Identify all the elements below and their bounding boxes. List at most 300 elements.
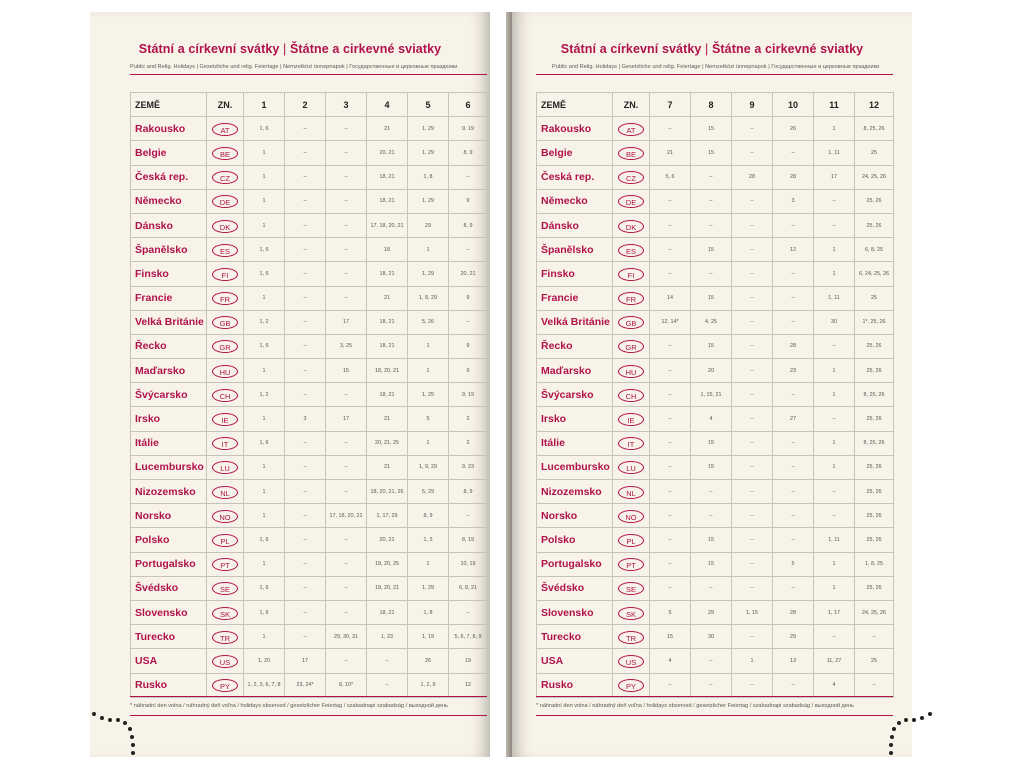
country-code-cell — [207, 286, 244, 310]
country-code-cell — [207, 334, 244, 358]
country-name: Německo — [131, 189, 207, 213]
bottom-rule — [536, 696, 893, 697]
country-code-cell — [207, 649, 244, 673]
holiday-dates-cell: 18, 21 — [367, 310, 408, 334]
holiday-dates-cell: 18, 20, 21 — [367, 576, 408, 600]
holiday-dates-cell: 2 — [449, 431, 488, 455]
table-row — [131, 625, 488, 649]
header-month: 2 — [285, 93, 326, 117]
holiday-dates-cell: 1, 29 — [408, 189, 449, 213]
title-sk: Štátne a cirkevné sviatky — [711, 42, 864, 56]
country-code-badge: DK — [618, 220, 644, 233]
holiday-dates-cell: – — [691, 649, 732, 673]
country-code-cell — [613, 238, 650, 262]
country-name: Slovensko — [537, 600, 613, 624]
table-row — [537, 407, 894, 431]
holiday-table-left — [130, 92, 488, 698]
country-name: Česká rep. — [537, 165, 613, 189]
holiday-dates-cell: – — [650, 455, 691, 479]
holiday-dates-cell: 8, 25, 26 — [855, 431, 894, 455]
holiday-dates-cell: 1 — [814, 431, 855, 455]
country-code-badge: PY — [212, 679, 238, 692]
holiday-dates-cell: 1, 2, 3, 6, 7, 8 — [244, 673, 285, 697]
holiday-dates-cell: – — [285, 552, 326, 576]
bottom-rule — [130, 696, 487, 697]
table-row — [537, 359, 894, 383]
holiday-dates-cell: 1 — [814, 576, 855, 600]
country-name: Španělsko — [537, 238, 613, 262]
table-row — [537, 238, 894, 262]
holiday-dates-cell: – — [285, 286, 326, 310]
country-code-cell — [613, 431, 650, 455]
holiday-dates-cell: 13 — [773, 649, 814, 673]
header-month: 6 — [449, 93, 488, 117]
country-name: Slovensko — [131, 600, 207, 624]
country-code-cell — [207, 625, 244, 649]
holiday-dates-cell: 25, 26 — [855, 455, 894, 479]
holiday-dates-cell: 8, 19 — [449, 528, 488, 552]
holiday-dates-cell: – — [732, 455, 773, 479]
country-code-badge: HU — [212, 365, 238, 378]
country-name: Řecko — [537, 334, 613, 358]
holiday-dates-cell: 15 — [691, 552, 732, 576]
holiday-dates-cell: – — [650, 407, 691, 431]
holiday-dates-cell: – — [449, 165, 488, 189]
holiday-dates-cell: – — [285, 600, 326, 624]
holiday-dates-cell: – — [285, 455, 326, 479]
header-code: ZN. — [207, 93, 244, 117]
holiday-dates-cell: 1 — [814, 455, 855, 479]
country-name: Rakousko — [131, 117, 207, 141]
decorative-dot — [128, 727, 132, 731]
country-code-cell — [207, 262, 244, 286]
holiday-dates-cell: – — [732, 528, 773, 552]
holiday-dates-cell: – — [732, 673, 773, 697]
holiday-dates-cell: – — [773, 455, 814, 479]
country-code-cell — [613, 359, 650, 383]
country-code-cell — [613, 504, 650, 528]
country-code-badge: LU — [618, 461, 644, 474]
country-code-badge: PL — [618, 534, 644, 547]
holiday-dates-cell: – — [285, 117, 326, 141]
holiday-dates-cell: – — [773, 576, 814, 600]
holiday-dates-cell: 1, 8 — [408, 165, 449, 189]
holiday-dates-cell: 1, 2, 9 — [408, 673, 449, 697]
country-code-badge: SK — [618, 607, 644, 620]
holiday-dates-cell: – — [650, 383, 691, 407]
country-code-badge: HU — [618, 365, 644, 378]
country-name: Belgie — [537, 141, 613, 165]
holiday-dates-cell: – — [814, 213, 855, 237]
country-code-badge: GB — [618, 316, 644, 329]
holiday-dates-cell: 1 — [244, 625, 285, 649]
holiday-dates-cell: 4, 25 — [691, 310, 732, 334]
country-code-cell — [613, 649, 650, 673]
holiday-dates-cell: – — [650, 431, 691, 455]
table-row — [131, 552, 488, 576]
country-code-cell — [207, 552, 244, 576]
country-code-cell — [207, 165, 244, 189]
header-month: 4 — [367, 93, 408, 117]
country-code-badge: FR — [212, 292, 238, 305]
holiday-dates-cell: 5, 29 — [408, 480, 449, 504]
holiday-dates-cell: – — [285, 504, 326, 528]
holiday-dates-cell: 15 — [691, 455, 732, 479]
holiday-dates-cell: – — [814, 334, 855, 358]
country-name: Maďarsko — [131, 359, 207, 383]
holiday-dates-cell: – — [650, 576, 691, 600]
holiday-dates-cell: 12 — [773, 238, 814, 262]
holiday-dates-cell: 1 — [408, 334, 449, 358]
holiday-dates-cell: – — [773, 431, 814, 455]
holiday-dates-cell: 27 — [773, 407, 814, 431]
country-code-badge: TR — [618, 631, 644, 644]
table-row — [537, 528, 894, 552]
title-sk: Štátne a cirkevné sviatky — [289, 42, 442, 56]
header-month: 1 — [244, 93, 285, 117]
country-code-cell — [207, 528, 244, 552]
country-code-cell — [613, 600, 650, 624]
holiday-dates-cell: – — [732, 576, 773, 600]
holiday-dates-cell: 25 — [855, 141, 894, 165]
country-name: USA — [537, 649, 613, 673]
country-name: Itálie — [131, 431, 207, 455]
table-row — [131, 141, 488, 165]
holiday-dates-cell: – — [773, 383, 814, 407]
header-month: 8 — [691, 93, 732, 117]
holiday-dates-cell: 8, 9 — [449, 480, 488, 504]
left-page — [90, 12, 490, 757]
holiday-dates-cell: 1 — [814, 383, 855, 407]
holiday-dates-cell: 26 — [408, 649, 449, 673]
country-code-badge: AT — [618, 123, 644, 136]
holiday-dates-cell: 24, 25, 26 — [855, 165, 894, 189]
table-row — [131, 238, 488, 262]
holiday-dates-cell: – — [285, 310, 326, 334]
holiday-dates-cell: 18, 21 — [367, 334, 408, 358]
country-name: Turecko — [131, 625, 207, 649]
country-code-badge: FI — [212, 268, 238, 281]
country-code-badge: FR — [618, 292, 644, 305]
footnote-right: * náhradní den volna / náhradný deň voľna / holidays observed / gesetzlicher Feiertag / szabadnapi szabadság / выходной день — [536, 703, 854, 709]
holiday-dates-cell: 1 — [814, 238, 855, 262]
header-month: 5 — [408, 93, 449, 117]
country-code-cell — [207, 673, 244, 697]
holiday-dates-cell: 1, 6 — [244, 528, 285, 552]
holiday-dates-cell: 1 — [408, 431, 449, 455]
holiday-dates-cell: – — [773, 480, 814, 504]
holiday-dates-cell: – — [326, 649, 367, 673]
country-name: Francie — [131, 286, 207, 310]
country-code-badge: IE — [212, 413, 238, 426]
table-row — [131, 407, 488, 431]
holiday-dates-cell: – — [732, 625, 773, 649]
country-code-cell — [613, 455, 650, 479]
holiday-dates-cell: 8, 25, 26 — [855, 117, 894, 141]
header-month: 9 — [732, 93, 773, 117]
holiday-dates-cell: – — [732, 141, 773, 165]
header-month: 10 — [773, 93, 814, 117]
country-name: Turecko — [537, 625, 613, 649]
decorative-dot — [130, 735, 134, 739]
holiday-dates-cell: 25, 26 — [855, 359, 894, 383]
country-code-badge: TR — [212, 631, 238, 644]
holiday-dates-cell: 1, 11 — [814, 141, 855, 165]
country-code-cell — [207, 431, 244, 455]
holiday-dates-cell: 1, 29 — [408, 141, 449, 165]
holiday-dates-cell: – — [691, 189, 732, 213]
holiday-dates-cell: 30 — [814, 310, 855, 334]
country-code-badge: CH — [618, 389, 644, 402]
country-code-cell — [207, 600, 244, 624]
country-code-cell — [613, 576, 650, 600]
holiday-dates-cell: 1 — [408, 552, 449, 576]
country-code-badge: NL — [212, 486, 238, 499]
holiday-dates-cell: 26 — [773, 117, 814, 141]
header-code: ZN. — [613, 93, 650, 117]
country-name: Irsko — [131, 407, 207, 431]
country-name: Portugalsko — [131, 552, 207, 576]
country-name: Portugalsko — [537, 552, 613, 576]
holiday-dates-cell: 1 — [244, 552, 285, 576]
holiday-dates-cell: 17 — [326, 310, 367, 334]
holiday-dates-cell: 18, 21 — [367, 262, 408, 286]
holiday-dates-cell: – — [285, 528, 326, 552]
decorative-dot — [912, 718, 916, 722]
holiday-dates-cell: 17 — [814, 165, 855, 189]
holiday-dates-cell: 11, 27 — [814, 649, 855, 673]
holiday-dates-cell: – — [285, 625, 326, 649]
holiday-dates-cell: 25, 26 — [855, 189, 894, 213]
country-code-cell — [613, 213, 650, 237]
holiday-dates-cell: 29 — [408, 213, 449, 237]
holiday-dates-cell: 1 — [408, 359, 449, 383]
table-row — [131, 649, 488, 673]
table-row — [131, 504, 488, 528]
holiday-dates-cell: – — [650, 189, 691, 213]
holiday-dates-cell: 21 — [367, 407, 408, 431]
country-name: Švédsko — [131, 576, 207, 600]
holiday-dates-cell: – — [650, 552, 691, 576]
right-page-title — [512, 42, 912, 56]
country-name: Maďarsko — [537, 359, 613, 383]
country-code-badge: US — [618, 655, 644, 668]
holiday-dates-cell: – — [326, 117, 367, 141]
table-row — [131, 455, 488, 479]
holiday-dates-cell: – — [326, 165, 367, 189]
table-row — [537, 286, 894, 310]
holiday-dates-cell: – — [855, 625, 894, 649]
holiday-dates-cell: 18, 21 — [367, 189, 408, 213]
holiday-dates-cell: 9, 19 — [449, 117, 488, 141]
country-name: Španělsko — [131, 238, 207, 262]
holiday-dates-cell: 1 — [244, 504, 285, 528]
holiday-dates-cell: – — [732, 407, 773, 431]
holiday-dates-cell: 18, 21 — [367, 600, 408, 624]
table-row — [537, 141, 894, 165]
holiday-dates-cell: – — [691, 673, 732, 697]
table-row — [131, 480, 488, 504]
holiday-dates-cell: – — [650, 262, 691, 286]
country-name: Polsko — [537, 528, 613, 552]
table-row — [131, 213, 488, 237]
holiday-dates-cell: – — [732, 431, 773, 455]
holiday-dates-cell: – — [732, 480, 773, 504]
holiday-dates-cell: 20 — [691, 359, 732, 383]
table-row — [131, 334, 488, 358]
holiday-dates-cell: 1 — [814, 262, 855, 286]
holiday-dates-cell: 8, 9 — [408, 504, 449, 528]
holiday-dates-cell: 9 — [449, 359, 488, 383]
holiday-dates-cell: 1 — [244, 455, 285, 479]
header-country: ZEMĚ — [131, 93, 207, 117]
decorative-dot — [889, 751, 893, 755]
country-code-cell — [613, 552, 650, 576]
country-name: Francie — [537, 286, 613, 310]
holiday-dates-cell: 6, 8, 21 — [449, 576, 488, 600]
table-row — [537, 262, 894, 286]
holiday-dates-cell: – — [285, 262, 326, 286]
holiday-dates-cell: 4 — [691, 407, 732, 431]
holiday-dates-cell: 1 — [814, 552, 855, 576]
country-code-badge: NO — [618, 510, 644, 523]
table-row — [131, 117, 488, 141]
table-row — [131, 165, 488, 189]
holiday-dates-cell: 14 — [650, 286, 691, 310]
table-row — [131, 528, 488, 552]
holiday-dates-cell: – — [449, 310, 488, 334]
holiday-dates-cell: 15 — [691, 117, 732, 141]
holiday-dates-cell: 1, 17, 29 — [367, 504, 408, 528]
table-row — [537, 213, 894, 237]
country-code-cell — [207, 576, 244, 600]
holiday-dates-cell: 1, 6 — [244, 600, 285, 624]
holiday-dates-cell: 8, 10* — [326, 673, 367, 697]
holiday-dates-cell: 17 — [285, 649, 326, 673]
holiday-dates-cell: 1 — [244, 359, 285, 383]
holiday-dates-cell: 21 — [367, 455, 408, 479]
holiday-dates-cell: – — [285, 359, 326, 383]
holiday-dates-cell: 18, 20, 21, 26 — [367, 480, 408, 504]
holiday-dates-cell: – — [773, 673, 814, 697]
holiday-dates-cell: 2 — [449, 407, 488, 431]
country-code-badge: PY — [618, 679, 644, 692]
holiday-dates-cell: 18, 21 — [367, 165, 408, 189]
country-name: Finsko — [537, 262, 613, 286]
country-code-cell — [207, 213, 244, 237]
holiday-dates-cell: – — [326, 141, 367, 165]
holiday-dates-cell: – — [285, 431, 326, 455]
holiday-dates-cell: – — [732, 310, 773, 334]
holiday-dates-cell: – — [367, 673, 408, 697]
table-row — [131, 383, 488, 407]
country-name: Itálie — [537, 431, 613, 455]
country-code-badge: DK — [212, 220, 238, 233]
holiday-dates-cell: – — [285, 480, 326, 504]
table-row — [537, 117, 894, 141]
decorative-dot — [131, 751, 135, 755]
top-rule — [536, 74, 893, 75]
holiday-dates-cell: – — [326, 600, 367, 624]
country-code-badge: IE — [618, 413, 644, 426]
holiday-dates-cell: 5, 6, 7, 8, 9 — [449, 625, 488, 649]
holiday-dates-cell: – — [732, 213, 773, 237]
holiday-dates-cell: – — [326, 480, 367, 504]
country-code-badge: GR — [212, 340, 238, 353]
holiday-dates-cell: – — [650, 334, 691, 358]
holiday-dates-cell: 1 — [732, 649, 773, 673]
holiday-dates-cell: 25, 26 — [855, 407, 894, 431]
table-row — [537, 383, 894, 407]
holiday-dates-cell: 1, 3 — [408, 528, 449, 552]
holiday-dates-cell: 1, 23 — [367, 625, 408, 649]
country-code-cell — [613, 383, 650, 407]
holiday-dates-cell: 1, 8, 25 — [855, 552, 894, 576]
holiday-dates-cell: 1 — [244, 407, 285, 431]
holiday-dates-cell: 8, 9 — [449, 141, 488, 165]
country-name: Švédsko — [537, 576, 613, 600]
holiday-dates-cell: 1 — [244, 165, 285, 189]
holiday-dates-cell: 20, 21 — [367, 141, 408, 165]
holiday-dates-cell: 19 — [449, 649, 488, 673]
holiday-dates-cell: – — [326, 552, 367, 576]
holiday-dates-cell: 25 — [855, 286, 894, 310]
holiday-dates-cell: 1 — [244, 141, 285, 165]
country-code-badge: ES — [212, 244, 238, 257]
decorative-dot — [123, 721, 127, 725]
holiday-dates-cell: 1, 2 — [244, 383, 285, 407]
holiday-dates-cell: 1 — [244, 286, 285, 310]
country-name: Rusko — [131, 673, 207, 697]
left-page-subtitle: Public and Relig. Holidays | Gesetzliche und relig. Feiertage | Nemzetközi ünnepnapok | Государственные и церковные праздники — [130, 64, 458, 70]
holiday-dates-cell: – — [326, 576, 367, 600]
holiday-dates-cell: – — [650, 359, 691, 383]
holiday-dates-cell: – — [773, 504, 814, 528]
decorative-dot — [889, 743, 893, 747]
holiday-dates-cell: – — [773, 213, 814, 237]
holiday-dates-cell: 5 — [408, 407, 449, 431]
country-code-cell — [207, 383, 244, 407]
country-code-badge: BE — [212, 147, 238, 160]
decorative-dot — [920, 716, 924, 720]
holiday-dates-cell: 1, 11 — [814, 528, 855, 552]
country-name: Rakousko — [537, 117, 613, 141]
holiday-dates-cell: – — [732, 504, 773, 528]
country-code-badge: SE — [212, 582, 238, 595]
holiday-dates-cell: – — [650, 213, 691, 237]
holiday-dates-cell: 6, 8, 25 — [855, 238, 894, 262]
table-row — [131, 359, 488, 383]
holiday-dates-cell: – — [326, 455, 367, 479]
footnote-left: * náhradní den volna / náhradný deň voľna / holidays observed / gesetzlicher Feiertag / szabadnapi szabadság / выходной день — [130, 703, 448, 709]
holiday-dates-cell: 1 — [244, 189, 285, 213]
country-name: Dánsko — [537, 213, 613, 237]
holiday-dates-cell: 1, 6 — [244, 117, 285, 141]
holiday-dates-cell: – — [285, 238, 326, 262]
holiday-dates-cell: 1, 8, 29 — [408, 286, 449, 310]
holiday-dates-cell: – — [773, 528, 814, 552]
holiday-dates-cell: 28 — [773, 334, 814, 358]
holiday-dates-cell: 4 — [814, 673, 855, 697]
country-code-cell — [613, 480, 650, 504]
decorative-dot — [131, 743, 135, 747]
left-page-title — [90, 42, 490, 56]
holiday-dates-cell: 29 — [691, 600, 732, 624]
holiday-dates-cell: 18, 20, 25 — [367, 552, 408, 576]
holiday-dates-cell: – — [855, 673, 894, 697]
holiday-dates-cell: – — [326, 528, 367, 552]
holiday-dates-cell: 12 — [449, 673, 488, 697]
